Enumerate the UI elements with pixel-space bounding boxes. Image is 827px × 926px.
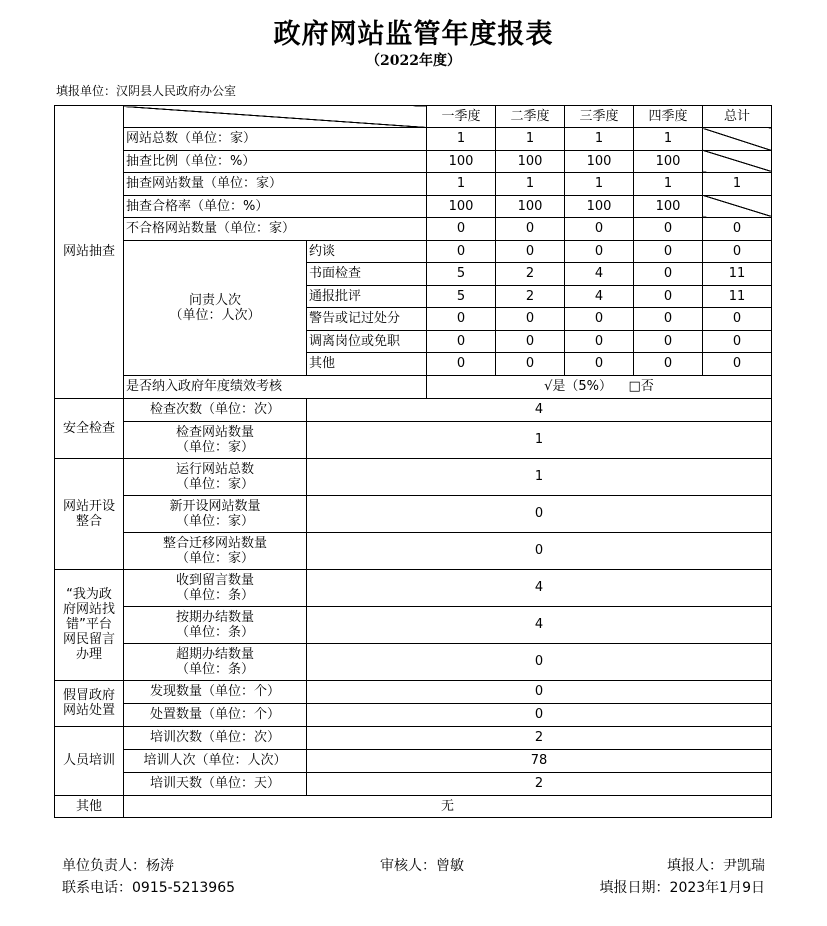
cell-text-line: 新开设网站数量: [169, 498, 261, 514]
item-value: 4: [307, 398, 772, 421]
cell-text-line: 假冒政府: [62, 688, 115, 703]
quarter-header: 四季度: [634, 106, 703, 128]
value-cell: 0: [565, 308, 634, 331]
value-cell: 0: [496, 218, 565, 241]
item-value: 0: [307, 532, 772, 569]
cell-text-line: 网站开设: [62, 498, 115, 514]
cell-text-line: （单位：条）: [175, 624, 254, 640]
table-row: [55, 128, 772, 151]
cell-text-line: 培训次数（单位：次）: [149, 730, 280, 745]
cell-text-line: 整合: [75, 513, 102, 529]
accountability-type: 警告或记过处分: [307, 308, 427, 331]
value-cell: 1: [565, 128, 634, 151]
item-label: [124, 749, 307, 772]
item-value: 1: [307, 458, 772, 495]
value-cell: 0: [634, 308, 703, 331]
value-cell: 2: [496, 285, 565, 308]
value-cell: 4: [565, 263, 634, 286]
cell-text-line: （单位：家）: [175, 513, 254, 529]
value-cell: 0: [427, 353, 496, 376]
cell-text-line: 收到留言数量: [175, 572, 254, 588]
value-cell: 11: [703, 263, 772, 286]
table-row: [55, 218, 772, 241]
value-cell: 11: [703, 285, 772, 308]
quarter-header: 二季度: [496, 106, 565, 128]
empty-diagonal-cell: [703, 195, 772, 218]
table-row: [55, 772, 772, 795]
value-cell: 100: [427, 150, 496, 173]
value-cell: 1: [496, 128, 565, 151]
item-value: 2: [307, 726, 772, 749]
header-diagonal-cell: [124, 106, 427, 128]
report-title: 政府网站监管年度报表: [273, 19, 554, 50]
row-label: 网站总数（单位：家）: [124, 128, 427, 151]
value-cell: 100: [634, 150, 703, 173]
item-label: [124, 726, 307, 749]
value-cell: 0: [634, 263, 703, 286]
empty-diagonal-cell: [703, 128, 772, 151]
table-row: [55, 532, 772, 569]
quarter-header: 三季度: [565, 106, 634, 128]
value-cell: 0: [634, 353, 703, 376]
cell-text-line: 发现数量（单位：个）: [149, 684, 280, 699]
value-cell: 0: [703, 353, 772, 376]
table-row: [55, 606, 772, 643]
item-value: 4: [307, 606, 772, 643]
item-value: 78: [307, 749, 772, 772]
table-row: [55, 398, 772, 421]
value-cell: 100: [634, 195, 703, 218]
row-label: 抽查比例（单位：%）: [124, 150, 427, 173]
table-row: [55, 173, 772, 196]
cell-text-line: 按期办结数量: [175, 609, 254, 625]
accountability-type: 通报批评: [307, 285, 427, 308]
row-label: 抽查网站数量（单位：家）: [124, 173, 427, 196]
accountability-type: 调离岗位或免职: [307, 330, 427, 353]
table-row: [55, 150, 772, 173]
cell-text-line: （单位：家）: [175, 550, 254, 566]
row-label: 不合格网站数量（单位：家）: [124, 218, 427, 241]
item-value: 0: [307, 643, 772, 680]
value-cell: 5: [427, 285, 496, 308]
table-row: [55, 643, 772, 680]
form-filler: 填报人：尹凯瑞: [667, 858, 765, 874]
value-cell: 1: [703, 173, 772, 196]
table-row: [55, 680, 772, 703]
item-value: 0: [307, 495, 772, 532]
assessment-label: 是否纳入政府年度绩效考核: [124, 375, 427, 398]
table-row: [55, 569, 772, 606]
contact-phone: 联系电话：0915-5213965: [62, 880, 236, 896]
report-table: [54, 105, 772, 818]
table-row: [55, 495, 772, 532]
value-cell: 0: [703, 308, 772, 331]
cell-text-line: 办理: [75, 647, 102, 662]
item-label: [124, 703, 307, 726]
cell-text-line: 超期办结数量: [175, 646, 254, 662]
value-cell: 1: [565, 173, 634, 196]
value-cell: 0: [427, 240, 496, 263]
value-cell: 0: [634, 285, 703, 308]
value-cell: 0: [427, 330, 496, 353]
value-cell: 100: [565, 195, 634, 218]
cell-text-line: 培训人次（单位：人次）: [143, 753, 287, 768]
value-cell: 100: [427, 195, 496, 218]
accountability-type: 其他: [307, 353, 427, 376]
quarter-header: 一季度: [427, 106, 496, 128]
cell-text-line: （单位：人次）: [169, 307, 261, 323]
reviewer: 审核人：曾敏: [380, 858, 464, 874]
section-label: 网站抽查: [55, 106, 124, 399]
table-row: [55, 703, 772, 726]
table-row: [55, 726, 772, 749]
table-row: [55, 240, 772, 263]
value-cell: 0: [703, 330, 772, 353]
item-value: 0: [307, 703, 772, 726]
value-cell: 0: [565, 218, 634, 241]
table-row: [55, 749, 772, 772]
value-cell: 0: [703, 240, 772, 263]
cell-text-line: （单位：条）: [175, 587, 254, 603]
cell-text-line: 网站处置: [62, 703, 115, 718]
quarter-header: 总计: [703, 106, 772, 128]
item-value: 0: [307, 680, 772, 703]
item-value: 1: [307, 421, 772, 458]
table-row: [55, 375, 772, 398]
item-label: [124, 643, 307, 680]
value-cell: 0: [496, 353, 565, 376]
cell-text-line: 检查次数（单位：次）: [149, 402, 280, 417]
item-label: [124, 606, 307, 643]
value-cell: 1: [427, 128, 496, 151]
cell-text-line: （单位：家）: [175, 439, 254, 455]
filling-unit: 填报单位：汉阴县人民政府办公室: [56, 84, 237, 98]
value-cell: 1: [634, 128, 703, 151]
cell-text-line: 府网站找: [62, 602, 115, 617]
value-cell: 0: [703, 218, 772, 241]
section-label: [55, 398, 124, 458]
item-value: 无: [124, 795, 772, 817]
value-cell: 2: [496, 263, 565, 286]
item-label: [124, 495, 307, 532]
value-cell: 0: [634, 240, 703, 263]
cell-text-line: 问责人次: [188, 292, 241, 308]
value-cell: 0: [427, 218, 496, 241]
section-label: [55, 680, 124, 726]
cell-text-line: “我为政: [66, 587, 112, 602]
item-label: [124, 772, 307, 795]
assessment-value: √是（5%） □否: [427, 375, 772, 398]
value-cell: 4: [565, 285, 634, 308]
table-row: [55, 458, 772, 495]
value-cell: 1: [496, 173, 565, 196]
cell-text-line: 网民留言: [62, 632, 115, 647]
table-row: [55, 106, 772, 128]
value-cell: 0: [565, 353, 634, 376]
value-cell: 100: [496, 150, 565, 173]
item-value: 2: [307, 772, 772, 795]
table-row: [55, 195, 772, 218]
accountability-type: 约谈: [307, 240, 427, 263]
value-cell: 0: [496, 330, 565, 353]
item-label: [124, 680, 307, 703]
value-cell: 100: [496, 195, 565, 218]
item-label: [124, 458, 307, 495]
value-cell: 0: [565, 330, 634, 353]
row-label: 抽查合格率（单位：%）: [124, 195, 427, 218]
item-label: [124, 569, 307, 606]
value-cell: 1: [634, 173, 703, 196]
cell-text-line: 人员培训: [62, 753, 115, 768]
cell-text-line: 处置数量（单位：个）: [149, 707, 280, 722]
section-label: 其他: [55, 795, 124, 817]
value-cell: 5: [427, 263, 496, 286]
cell-text-line: 培训天数（单位：天）: [149, 776, 280, 791]
section-label: [55, 458, 124, 569]
value-cell: 100: [565, 150, 634, 173]
empty-diagonal-cell: [703, 150, 772, 173]
value-cell: 1: [427, 173, 496, 196]
fill-date: 填报日期：2023年1月9日: [599, 880, 765, 896]
cell-text-line: 安全检查: [62, 420, 115, 436]
item-label: [124, 532, 307, 569]
report-year: （2022年度）: [366, 53, 461, 69]
section-label: [55, 726, 124, 795]
section-label: [55, 569, 124, 680]
cell-text-line: 整合迁移网站数量: [162, 535, 267, 551]
accountability-label: [124, 240, 307, 375]
item-label: [124, 398, 307, 421]
value-cell: 0: [634, 330, 703, 353]
cell-text-line: 错”平台: [66, 617, 112, 632]
value-cell: 0: [634, 218, 703, 241]
value-cell: 0: [565, 240, 634, 263]
table-row: [55, 421, 772, 458]
value-cell: 0: [496, 308, 565, 331]
cell-text-line: 运行网站总数: [175, 461, 254, 477]
cell-text-line: （单位：家）: [175, 476, 254, 492]
value-cell: 0: [496, 240, 565, 263]
accountability-type: 书面检查: [307, 263, 427, 286]
item-value: 4: [307, 569, 772, 606]
value-cell: 0: [427, 308, 496, 331]
unit-leader: 单位负责人：杨涛: [62, 858, 174, 874]
item-label: [124, 421, 307, 458]
cell-text-line: （单位：条）: [175, 661, 254, 677]
cell-text-line: 检查网站数量: [175, 424, 254, 440]
table-row: [55, 795, 772, 817]
